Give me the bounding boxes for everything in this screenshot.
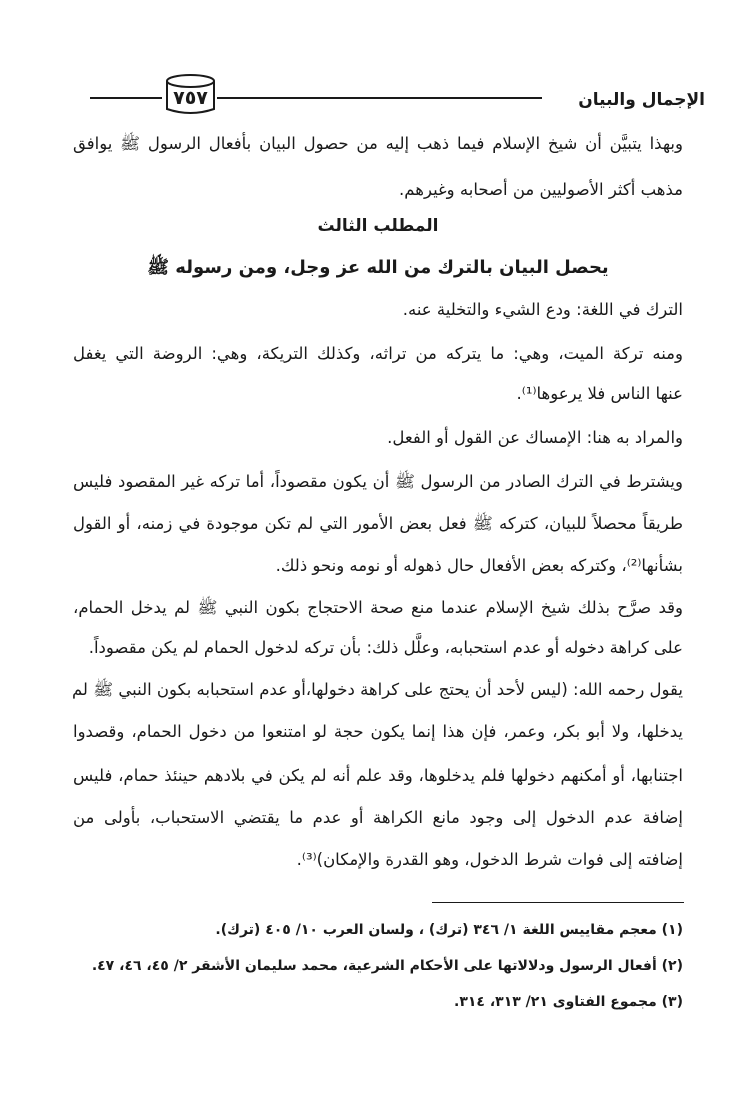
- body-line-11: بشأنها⁽²⁾، وكتركه بعض الأفعال حال ذهوله أو نومه ونحو ذلك.: [275, 556, 683, 575]
- body-line-13: على كراهة دخوله أو عدم استحبابه، وعلَّل ذلك: بأن تركه لدخول الحمام لم يكن مقصوداً.: [88, 638, 683, 657]
- quote-line-4: إضافة عدم الدخول إلى وجود مانع الكراهة أو عدم ما يقتضي الاستحباب، بأولى من: [73, 808, 683, 827]
- quote-line-2: يدخلها، ولا أبو بكر، وعمر، فإن هذا إنما يكون حجة لو امتنعوا من دخول الحمام، وقصدوا: [73, 722, 683, 741]
- body-line-7: عنها الناس فلا يرعوها⁽¹⁾.: [516, 384, 683, 403]
- footnote-3: (٣) مجموع الفتاوى ٢١/ ٣١٣، ٣١٤.: [453, 994, 683, 1010]
- page-number: ٧٥٧: [173, 87, 208, 109]
- body-line-6: ومنه تركة الميت، وهي: ما يتركه من تراثه، وكذلك التريكة، وهي: الروضة التي يغفل: [73, 344, 683, 363]
- body-line-9: ويشترط في الترك الصادر من الرسول ﷺ أن يكون مقصوداً، أما تركه غير المقصود فليس: [73, 472, 683, 491]
- section-heading: المطلب الثالث: [317, 216, 439, 236]
- body-line-10: طريقاً محصلاً للبيان، كتركه ﷺ فعل بعض الأمور التي لم تكن موجودة في زمنه، أو القول: [73, 514, 683, 533]
- running-header-title: الإجمال والبيان: [578, 90, 705, 110]
- header-rule-left: [90, 97, 162, 99]
- quote-line-3: اجتنابها، أو أمكنهم دخولها فلم يدخلوها، وقد علم أنه لم يكن في بلادهم حينئذ حمام، فليس: [73, 766, 683, 785]
- body-line-8: والمراد به هنا: الإمساك عن القول أو الفعل.: [387, 428, 683, 447]
- body-line-1: وبهذا يتبيَّن أن شيخ الإسلام فيما ذهب إليه من حصول البيان بأفعال الرسول ﷺ يوافق: [73, 134, 683, 153]
- section-subheading: يحصل البيان بالترك من الله عز وجل، ومن رسوله ﷺ: [147, 257, 609, 278]
- body-line-12: وقد صرَّح بذلك شيخ الإسلام عندما منع صحة الاحتجاج بكون النبي ﷺ لم يدخل الحمام،: [73, 598, 683, 617]
- body-line-5: الترك في اللغة: ودع الشيء والتخلية عنه.: [402, 300, 683, 319]
- page-number-cylinder: [164, 71, 217, 119]
- footnote-separator: [432, 902, 684, 903]
- footnote-2: (٢) أفعال الرسول ودلالاتها على الأحكام الشرعية، محمد سليمان الأشقر ٢/ ٤٥، ٤٦، ٤٧.: [91, 958, 683, 974]
- body-line-2: مذهب أكثر الأصوليين من أصحابه وغيرهم.: [399, 180, 683, 199]
- quote-line-5: إضافته إلى فوات شرط الدخول، وهو القدرة والإمكان)⁽³⁾.: [296, 850, 683, 869]
- footnote-1: (١) معجم مقاييس اللغة ١/ ٣٤٦ (ترك) ، ولسان العرب ١٠/ ٤٠٥ (ترك).: [215, 922, 683, 938]
- header-rule-right: [217, 97, 542, 99]
- quote-line-1: يقول رحمه الله: (ليس لأحد أن يحتج على كراهة دخولها،أو عدم استحبابه بكون النبي ﷺ لم: [71, 680, 683, 699]
